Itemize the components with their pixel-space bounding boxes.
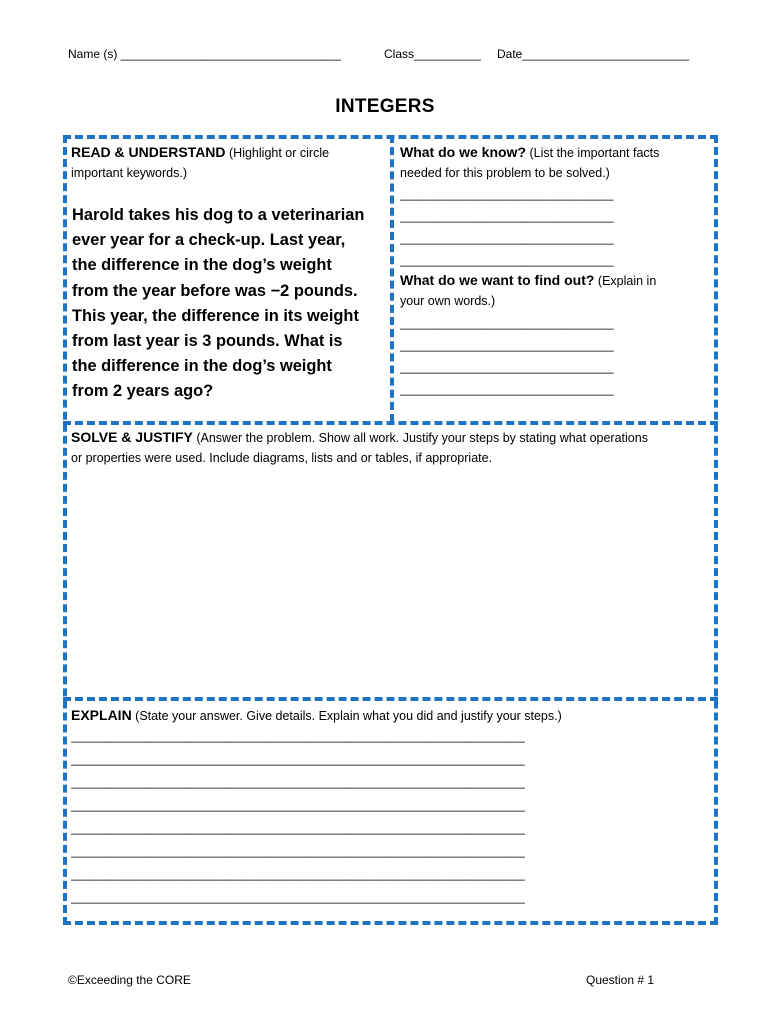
explain-answer-lines[interactable] — [71, 725, 707, 909]
name-field[interactable]: Name (s) _________________________________ — [68, 47, 341, 61]
problem-line: from 2 years ago? — [72, 382, 214, 401]
problem-line: the difference in the dog’s weight — [72, 357, 332, 376]
problem-line: This year, the difference in its weight — [72, 306, 359, 325]
problem-line: from the year before was −2 pounds. — [72, 281, 358, 300]
problem-line: ever year for a check-up. Last year, — [72, 231, 346, 250]
find-out-answer-lines[interactable] — [400, 312, 710, 400]
solve-justify-instruction-cont: or properties were used. Include diagrams, lists and or tables, if appropriate. — [71, 451, 493, 465]
read-understand-section — [71, 142, 387, 183]
problem-line: the difference in the dog’s weight — [72, 256, 332, 275]
page-title: INTEGERS — [335, 96, 435, 117]
read-understand-instruction: (Highlight or circle — [229, 146, 330, 160]
solve-explain-divider — [63, 697, 718, 701]
answer-line[interactable]: ____________________________________________________________________ — [71, 775, 525, 789]
column-divider — [390, 135, 394, 422]
what-we-know-answer-lines[interactable] — [400, 183, 710, 271]
answer-line[interactable]: ____________________________________________________________________ — [71, 821, 525, 835]
answer-line[interactable]: ________________________________ — [400, 209, 614, 223]
solve-justify-heading: SOLVE & JUSTIFY — [71, 429, 193, 445]
solve-justify-section — [71, 427, 711, 468]
work-area[interactable] — [71, 472, 711, 694]
answer-line[interactable]: ________________________________ — [400, 360, 614, 374]
answer-line[interactable]: ________________________________ — [400, 231, 614, 245]
class-field[interactable]: Class__________ — [384, 47, 481, 61]
explain-heading: EXPLAIN — [71, 707, 132, 723]
answer-line[interactable]: ________________________________ — [400, 187, 614, 201]
answer-line[interactable]: ________________________________ — [400, 253, 614, 267]
what-we-know-instruction: (List the important facts — [529, 146, 660, 160]
problem-text — [72, 203, 388, 405]
solve-justify-instruction: (Answer the problem. Show all work. Justify your steps by stating what operations — [196, 431, 648, 445]
copyright-text: ©Exceeding the CORE — [68, 973, 191, 987]
what-we-know-instruction-cont: needed for this problem to be solved.) — [400, 166, 610, 180]
answer-line[interactable]: ________________________________ — [400, 316, 614, 330]
answer-line[interactable]: ____________________________________________________________________ — [71, 867, 525, 881]
answer-line[interactable]: ____________________________________________________________________ — [71, 798, 525, 812]
outer-border-bottom — [63, 921, 718, 925]
answer-line[interactable]: ____________________________________________________________________ — [71, 752, 525, 766]
explain-section — [71, 705, 711, 726]
what-we-know-section — [400, 142, 710, 183]
answer-line[interactable]: ____________________________________________________________________ — [71, 890, 525, 904]
date-field[interactable]: Date_________________________ — [497, 47, 690, 61]
answer-line[interactable]: ________________________________ — [400, 382, 614, 396]
find-out-instruction-cont: your own words.) — [400, 294, 496, 308]
answer-line[interactable]: ________________________________ — [400, 338, 614, 352]
read-solve-divider — [63, 421, 718, 425]
outer-border-right — [714, 135, 718, 925]
problem-line: Harold takes his dog to a veterinarian — [72, 206, 365, 224]
question-number: Question # 1 — [586, 973, 655, 987]
find-out-heading: What do we want to find out? — [400, 272, 595, 288]
outer-border-left — [63, 135, 67, 925]
answer-line[interactable]: ____________________________________________________________________ — [71, 844, 525, 858]
explain-instruction: (State your answer. Give details. Explain what you did and justify your steps.) — [135, 709, 562, 723]
problem-line: from last year is 3 pounds. What is — [72, 331, 343, 350]
read-understand-instruction-cont: important keywords.) — [71, 166, 188, 180]
what-we-know-heading: What do we know? — [400, 144, 526, 160]
read-understand-heading: READ & UNDERSTAND — [71, 144, 226, 160]
answer-line[interactable]: ____________________________________________________________________ — [71, 729, 525, 743]
find-out-section — [400, 270, 710, 311]
worksheet-header — [0, 47, 770, 65]
find-out-instruction: (Explain in — [597, 274, 657, 288]
